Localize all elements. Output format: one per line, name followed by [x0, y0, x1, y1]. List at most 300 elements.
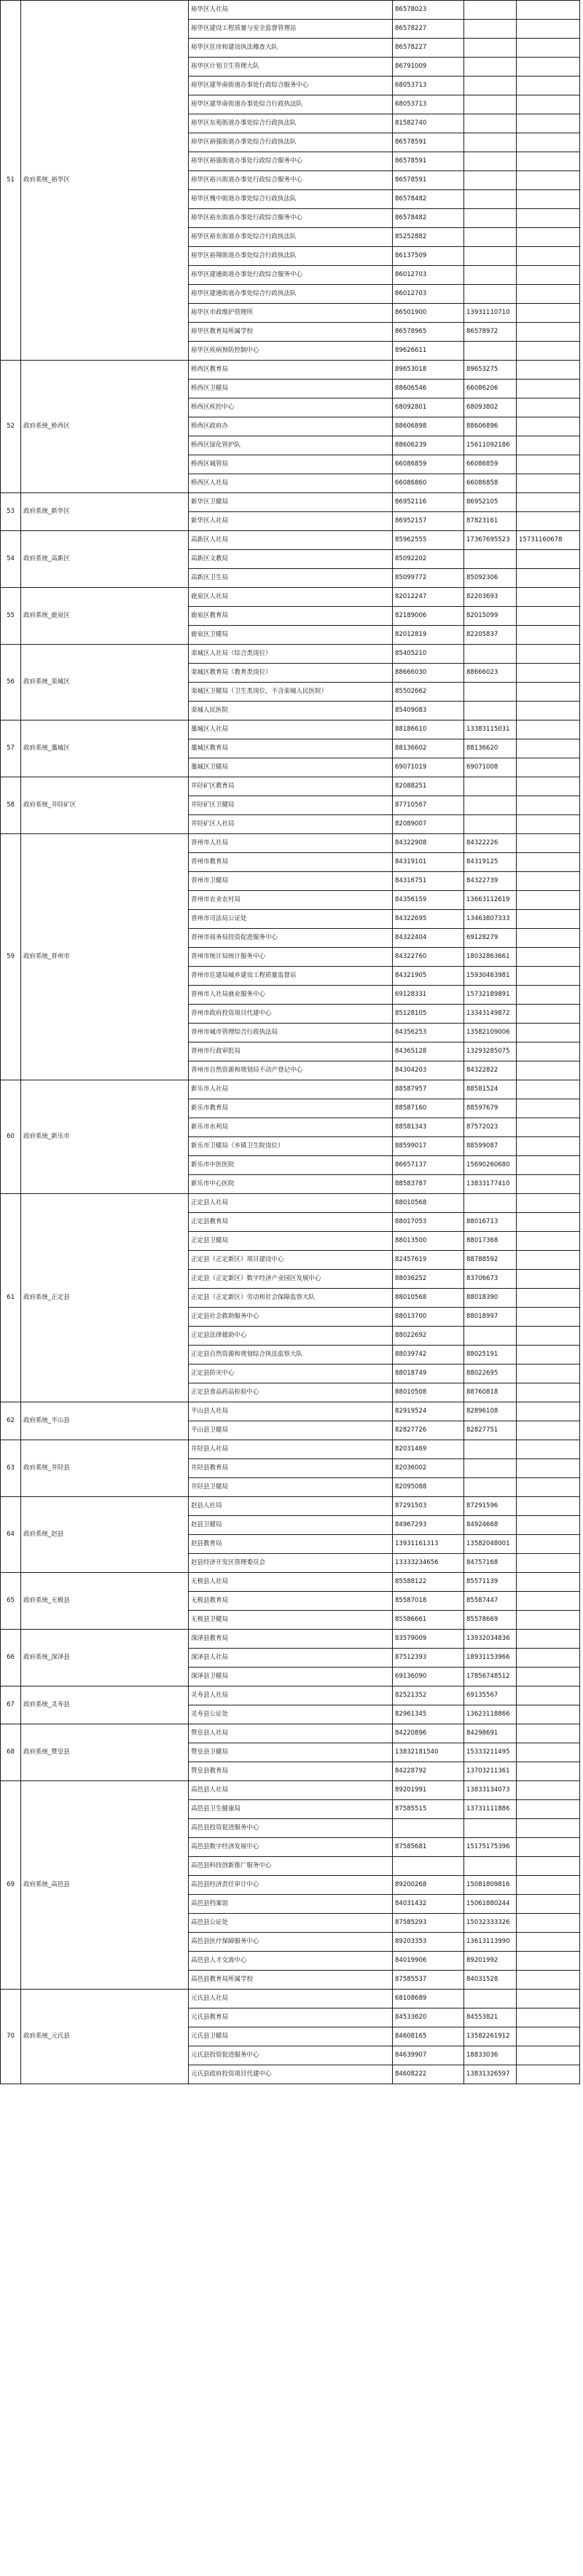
unit-name: 高新区人社局: [189, 531, 393, 550]
phone-tertiary: [517, 190, 580, 209]
table-row: [1, 720, 580, 739]
table-row: [1, 1194, 580, 1213]
phone-primary: 86578482: [393, 190, 464, 209]
phone-secondary: 13623118866: [464, 1705, 517, 1724]
phone-primary: 88583787: [393, 1175, 464, 1194]
phone-tertiary: [517, 247, 580, 266]
unit-name: 正定县卫健局: [189, 1232, 393, 1251]
section-system: 政府系统_元氏县: [21, 1990, 189, 2084]
phone-primary: 88186610: [393, 720, 464, 739]
phone-primary: 86578023: [393, 1, 464, 20]
section-number: 63: [1, 1440, 21, 1497]
phone-tertiary: [517, 1137, 580, 1156]
phone-primary: 88581343: [393, 1118, 464, 1137]
phone-secondary: 86952105: [464, 493, 517, 512]
unit-name: 裕华区建通街道办事处综合行政执法队: [189, 285, 393, 304]
unit-name: 栾城人民医院: [189, 702, 393, 720]
phone-secondary: 13731111886: [464, 1800, 517, 1819]
table-row: [1, 645, 580, 664]
unit-name: 高邑县公证处: [189, 1914, 393, 1933]
phone-secondary: 88136620: [464, 739, 517, 758]
phone-primary: 88136602: [393, 739, 464, 758]
unit-name: 正定县防灾中心: [189, 1364, 393, 1383]
phone-secondary: 82015099: [464, 607, 517, 626]
phone-primary: 84322695: [393, 910, 464, 929]
phone-primary: 13832181540: [393, 1743, 464, 1762]
unit-name: 裕华区裕东街道办事处综合行政执法队: [189, 228, 393, 247]
phone-primary: 66086859: [393, 455, 464, 474]
phone-primary: 82919524: [393, 1402, 464, 1421]
phone-primary: 82095088: [393, 1478, 464, 1497]
phone-tertiary: [517, 1573, 580, 1592]
phone-primary: 86012703: [393, 266, 464, 285]
unit-name: 栾城区卫健局（卫生类岗位，不含栾城人民医院）: [189, 683, 393, 702]
phone-tertiary: [517, 702, 580, 720]
phone-tertiary: [517, 1554, 580, 1573]
phone-primary: 87291503: [393, 1497, 464, 1516]
phone-secondary: 13833177410: [464, 1175, 517, 1194]
unit-name: 赵县卫健局: [189, 1516, 393, 1535]
phone-tertiary: [517, 626, 580, 645]
section-system: 政府系统_高邑县: [21, 1781, 189, 1990]
phone-primary: 88022692: [393, 1327, 464, 1346]
phone-tertiary: [517, 739, 580, 758]
phone-tertiary: [517, 1440, 580, 1459]
unit-name: 正定县教育局: [189, 1213, 393, 1232]
phone-tertiary: [517, 1630, 580, 1649]
phone-tertiary: [517, 417, 580, 436]
unit-name: 裕华区裕强街道办事处行政综合服务中心: [189, 152, 393, 171]
phone-tertiary: [517, 1061, 580, 1080]
phone-secondary: 88018997: [464, 1308, 517, 1327]
phone-primary: 82012247: [393, 588, 464, 607]
section-number: 68: [1, 1724, 21, 1781]
phone-secondary: 15333211495: [464, 1743, 517, 1762]
phone-secondary: 88606896: [464, 417, 517, 436]
unit-name: 赞皇县卫健局: [189, 1743, 393, 1762]
phone-primary: 85128105: [393, 1005, 464, 1024]
unit-name: 正定县食品药品检验中心: [189, 1383, 393, 1402]
phone-secondary: 15175175396: [464, 1838, 517, 1857]
section-system: 政府系统_井陉矿区: [21, 777, 189, 834]
unit-name: 正定县人社局: [189, 1194, 393, 1213]
phone-secondary: 13663112619: [464, 891, 517, 910]
unit-name: 正定县法律援助中心: [189, 1327, 393, 1346]
phone-secondary: 15690260680: [464, 1156, 517, 1175]
unit-name: 裕华区裕强街道办事处综合行政执法队: [189, 133, 393, 152]
section-number: 66: [1, 1630, 21, 1686]
phone-tertiary: [517, 1402, 580, 1421]
unit-name: 新乐市人社局: [189, 1080, 393, 1099]
unit-name: 高邑县卫生健康局: [189, 1800, 393, 1819]
unit-name: 藁城区教育局: [189, 739, 393, 758]
phone-secondary: 88760818: [464, 1383, 517, 1402]
phone-secondary: 85571139: [464, 1573, 517, 1592]
phone-primary: 86578482: [393, 209, 464, 228]
phone-secondary: [464, 1459, 517, 1478]
phone-tertiary: [517, 1005, 580, 1024]
phone-secondary: 13833134073: [464, 1781, 517, 1800]
section-number: 55: [1, 588, 21, 645]
phone-secondary: [464, 228, 517, 247]
phone-primary: 89201991: [393, 1781, 464, 1800]
phone-tertiary: [517, 929, 580, 948]
phone-primary: 88039742: [393, 1346, 464, 1364]
phone-primary: 88587957: [393, 1080, 464, 1099]
phone-tertiary: [517, 114, 580, 133]
phone-tertiary: [517, 986, 580, 1005]
phone-secondary: 17367695523: [464, 531, 517, 550]
unit-name: 栾城区教育局（教育类岗位）: [189, 664, 393, 683]
phone-primary: 82036002: [393, 1459, 464, 1478]
unit-name: 裕华区市政维护管理所: [189, 304, 393, 323]
table-row: [1, 588, 580, 607]
phone-tertiary: [517, 1952, 580, 1971]
phone-tertiary: [517, 361, 580, 380]
phone-tertiary: [517, 1743, 580, 1762]
phone-primary: 86501900: [393, 304, 464, 323]
phone-tertiary: [517, 1289, 580, 1308]
phone-secondary: 88017368: [464, 1232, 517, 1251]
unit-name: 赵县教育局: [189, 1535, 393, 1554]
phone-secondary: [464, 247, 517, 266]
unit-name: 新华区人社局: [189, 512, 393, 531]
phone-secondary: [464, 796, 517, 815]
phone-tertiary: [517, 380, 580, 398]
phone-primary: 87585537: [393, 1971, 464, 1990]
section-number: 58: [1, 777, 21, 834]
unit-name: 裕华区建华南街道办事处综合行政执法队: [189, 95, 393, 114]
section-number: 67: [1, 1686, 21, 1724]
phone-tertiary: [517, 20, 580, 39]
section-system: 政府系统_高新区: [21, 531, 189, 588]
phone-tertiary: [517, 1724, 580, 1743]
phone-secondary: 87291596: [464, 1497, 517, 1516]
phone-tertiary: [517, 777, 580, 796]
phone-primary: 82827726: [393, 1421, 464, 1440]
unit-name: 裕华区疾病预防控制中心: [189, 342, 393, 361]
phone-primary: 84031432: [393, 1895, 464, 1914]
phone-tertiary: [517, 1346, 580, 1364]
phone-tertiary: [517, 323, 580, 342]
phone-tertiary: [517, 2008, 580, 2027]
phone-primary: 86657137: [393, 1156, 464, 1175]
section-system: 政府系统_赵县: [21, 1497, 189, 1573]
phone-tertiary: [517, 1990, 580, 2008]
phone-secondary: [464, 1194, 517, 1213]
table-row: [1, 1573, 580, 1592]
phone-secondary: 84924668: [464, 1516, 517, 1535]
section-system: 政府系统_鹿泉区: [21, 588, 189, 645]
unit-name: 鹿泉区卫健局: [189, 626, 393, 645]
section-number: 61: [1, 1194, 21, 1402]
phone-secondary: 13582109006: [464, 1024, 517, 1042]
phone-tertiary: 15731160678: [517, 531, 580, 550]
phone-tertiary: [517, 2046, 580, 2065]
phone-primary: 68092801: [393, 398, 464, 417]
phone-primary: 86137509: [393, 247, 464, 266]
phone-primary: 82521352: [393, 1686, 464, 1705]
phone-secondary: 18931153966: [464, 1649, 517, 1668]
unit-name: 晋州市司法局公证处: [189, 910, 393, 929]
section-number: 69: [1, 1781, 21, 1990]
phone-secondary: [464, 39, 517, 58]
phone-secondary: 18833036: [464, 2046, 517, 2065]
phone-secondary: 13932034836: [464, 1630, 517, 1649]
phone-secondary: [464, 1857, 517, 1876]
unit-name: 晋州市住建局城乡建设工程质量监督站: [189, 967, 393, 986]
phone-primary: 84608165: [393, 2027, 464, 2046]
phone-tertiary: [517, 493, 580, 512]
phone-secondary: [464, 95, 517, 114]
unit-name: 井陉矿区教育局: [189, 777, 393, 796]
phone-tertiary: [517, 1497, 580, 1516]
phone-secondary: [464, 1819, 517, 1838]
phone-primary: 66086860: [393, 474, 464, 493]
unit-name: 高邑县医疗保障服务中心: [189, 1933, 393, 1952]
section-number: 57: [1, 720, 21, 777]
phone-primary: 89203353: [393, 1933, 464, 1952]
section-system: 政府系统_新乐市: [21, 1080, 189, 1194]
unit-name: 桥西区疾控中心: [189, 398, 393, 417]
unit-name: 高邑县投资促进服务中心: [189, 1819, 393, 1838]
phone-primary: 82457619: [393, 1251, 464, 1270]
phone-secondary: [464, 1478, 517, 1497]
phone-secondary: [464, 683, 517, 702]
table-row: [1, 1630, 580, 1649]
unit-name: 井陉矿区人社局: [189, 815, 393, 834]
phone-tertiary: [517, 304, 580, 323]
phone-primary: 85409083: [393, 702, 464, 720]
phone-secondary: 82827751: [464, 1421, 517, 1440]
phone-primary: 84228792: [393, 1762, 464, 1781]
phone-tertiary: [517, 758, 580, 777]
unit-name: 平山县卫健局: [189, 1421, 393, 1440]
phone-tertiary: [517, 588, 580, 607]
phone-tertiary: [517, 853, 580, 872]
unit-name: 深泽县教育局: [189, 1630, 393, 1649]
unit-name: 裕华区建华南街道办事处行政综合服务中心: [189, 76, 393, 95]
phone-tertiary: [517, 1099, 580, 1118]
phone-primary: 82012819: [393, 626, 464, 645]
unit-name: 新乐市中医医院: [189, 1156, 393, 1175]
phone-secondary: [464, 1990, 517, 2008]
section-system: 政府系统_井陉县: [21, 1440, 189, 1497]
unit-name: 无极县教育局: [189, 1592, 393, 1611]
table-row: [1, 531, 580, 550]
unit-name: 元氏县人社局: [189, 1990, 393, 2008]
phone-primary: 84365128: [393, 1042, 464, 1061]
phone-secondary: 17856748512: [464, 1668, 517, 1686]
unit-name: 井陉县教育局: [189, 1459, 393, 1478]
phone-secondary: 13463807333: [464, 910, 517, 929]
unit-name: 元氏县卫健局: [189, 2027, 393, 2046]
phone-secondary: [464, 342, 517, 361]
unit-name: 新乐市教育局: [189, 1099, 393, 1118]
phone-secondary: 13831326597: [464, 2065, 517, 2084]
phone-tertiary: [517, 910, 580, 929]
phone-secondary: 86578972: [464, 323, 517, 342]
phone-primary: 86578591: [393, 133, 464, 152]
section-number: 52: [1, 361, 21, 493]
phone-secondary: 15930463981: [464, 967, 517, 986]
phone-primary: 85099772: [393, 569, 464, 588]
phone-secondary: 15081809816: [464, 1876, 517, 1895]
unit-name: 高邑县人社局: [189, 1781, 393, 1800]
unit-name: 井陉矿区卫健局: [189, 796, 393, 815]
phone-tertiary: [517, 76, 580, 95]
phone-tertiary: [517, 1156, 580, 1175]
phone-primary: 82088251: [393, 777, 464, 796]
phone-tertiary: [517, 607, 580, 626]
phone-tertiary: [517, 285, 580, 304]
unit-name: 无极县卫健局: [189, 1611, 393, 1630]
phone-primary: 86578965: [393, 323, 464, 342]
phone-primary: 88013700: [393, 1308, 464, 1327]
phone-secondary: [464, 152, 517, 171]
phone-tertiary: [517, 683, 580, 702]
phone-tertiary: [517, 1213, 580, 1232]
unit-name: 高新区卫生局: [189, 569, 393, 588]
phone-secondary: 87572023: [464, 1118, 517, 1137]
phone-tertiary: [517, 1232, 580, 1251]
phone-tertiary: [517, 1459, 580, 1478]
unit-name: 晋州市商务局投资促进服务中心: [189, 929, 393, 948]
table-row: [1, 1440, 580, 1459]
phone-secondary: 84553821: [464, 2008, 517, 2027]
phone-primary: 87710567: [393, 796, 464, 815]
phone-secondary: 88581524: [464, 1080, 517, 1099]
unit-name: 赵县人社局: [189, 1497, 393, 1516]
phone-secondary: 84757168: [464, 1554, 517, 1573]
phone-secondary: 15061880244: [464, 1895, 517, 1914]
section-system: 政府系统_裕华区: [21, 1, 189, 361]
phone-secondary: 66086206: [464, 380, 517, 398]
phone-secondary: [464, 114, 517, 133]
phone-primary: 68108689: [393, 1990, 464, 2008]
phone-secondary: 84322822: [464, 1061, 517, 1080]
phone-primary: 13333234656: [393, 1554, 464, 1573]
phone-secondary: 69135567: [464, 1686, 517, 1705]
unit-name: 晋州市人社局就业服务中心: [189, 986, 393, 1005]
phone-tertiary: [517, 152, 580, 171]
phone-primary: 88010568: [393, 1194, 464, 1213]
unit-name: 裕华区建通街道办事处行政综合服务中心: [189, 266, 393, 285]
phone-secondary: 15611092186: [464, 436, 517, 455]
phone-primary: 81582740: [393, 114, 464, 133]
phone-secondary: 82203693: [464, 588, 517, 607]
unit-name: 裕华区计划卫生管理大队: [189, 58, 393, 76]
phone-primary: 84316751: [393, 872, 464, 891]
phone-tertiary: [517, 1118, 580, 1137]
phone-tertiary: [517, 455, 580, 474]
phone-tertiary: [517, 1535, 580, 1554]
unit-name: 平山县人社局: [189, 1402, 393, 1421]
phone-tertiary: [517, 948, 580, 967]
unit-name: 晋州市卫健局: [189, 872, 393, 891]
phone-primary: 69136090: [393, 1668, 464, 1686]
phone-secondary: 13703211361: [464, 1762, 517, 1781]
unit-name: 元氏县政府投资项目代建中心: [189, 2065, 393, 2084]
phone-primary: 84322760: [393, 948, 464, 967]
phone-secondary: 66086858: [464, 474, 517, 493]
phone-secondary: [464, 171, 517, 190]
phone-tertiary: [517, 1251, 580, 1270]
unit-name: 裕华区东苑街道办事处综合行政执法队: [189, 114, 393, 133]
phone-tertiary: [517, 815, 580, 834]
phone-secondary: [464, 285, 517, 304]
section-system: 政府系统_平山县: [21, 1402, 189, 1440]
unit-name: 新华区卫健局: [189, 493, 393, 512]
phone-secondary: 13343149872: [464, 1005, 517, 1024]
phone-primary: 89653018: [393, 361, 464, 380]
section-system: 政府系统_赞皇县: [21, 1724, 189, 1781]
phone-tertiary: [517, 1383, 580, 1402]
phone-primary: 84356159: [393, 891, 464, 910]
phone-primary: 85092202: [393, 550, 464, 569]
unit-name: 晋州市自然资源和规划局不动产登记中心: [189, 1061, 393, 1080]
unit-name: 井陉县卫健局: [189, 1478, 393, 1497]
unit-name: 高邑县经济责任审计中心: [189, 1876, 393, 1895]
phone-tertiary: [517, 39, 580, 58]
phone-tertiary: [517, 1, 580, 20]
phone-tertiary: [517, 1914, 580, 1933]
section-system: 政府系统_正定县: [21, 1194, 189, 1402]
phone-secondary: [464, 209, 517, 228]
section-number: 56: [1, 645, 21, 720]
phone-tertiary: [517, 1024, 580, 1042]
phone-tertiary: [517, 569, 580, 588]
phone-primary: 85587018: [393, 1592, 464, 1611]
phone-primary: 85962555: [393, 531, 464, 550]
phone-tertiary: [517, 872, 580, 891]
unit-name: 高邑县数字经济发展中心: [189, 1838, 393, 1857]
phone-secondary: 82896108: [464, 1402, 517, 1421]
phone-primary: 88010568: [393, 1289, 464, 1308]
unit-name: 赵县经济开发区管理委员会: [189, 1554, 393, 1573]
section-number: 51: [1, 1, 21, 361]
phone-tertiary: [517, 720, 580, 739]
unit-name: 高邑县教育局所属学校: [189, 1971, 393, 1990]
phone-primary: 84639907: [393, 2046, 464, 2065]
phone-secondary: 13582048001: [464, 1535, 517, 1554]
phone-secondary: 89653275: [464, 361, 517, 380]
phone-primary: 84356253: [393, 1024, 464, 1042]
unit-name: 新乐市中心医院: [189, 1175, 393, 1194]
phone-primary: 84304203: [393, 1061, 464, 1080]
unit-name: 晋州市统计局统计服务中心: [189, 948, 393, 967]
section-system: 政府系统_灵寿县: [21, 1686, 189, 1724]
unit-name: 桥西区绿化管护队: [189, 436, 393, 455]
phone-tertiary: [517, 1592, 580, 1611]
phone-tertiary: [517, 1080, 580, 1099]
unit-name: 正定县（正定新区）项目建设中心: [189, 1251, 393, 1270]
phone-primary: 88587160: [393, 1099, 464, 1118]
phone-tertiary: [517, 1800, 580, 1819]
phone-secondary: [464, 190, 517, 209]
phone-tertiary: [517, 398, 580, 417]
phone-primary: 82089007: [393, 815, 464, 834]
table-row: [1, 1686, 580, 1705]
phone-tertiary: [517, 1876, 580, 1895]
unit-name: 新乐市水利局: [189, 1118, 393, 1137]
unit-name: 鹿泉区教育局: [189, 607, 393, 626]
phone-primary: 87585515: [393, 1800, 464, 1819]
phone-secondary: 85578669: [464, 1611, 517, 1630]
table-row: [1, 1781, 580, 1800]
unit-name: 无极县人社局: [189, 1573, 393, 1592]
phone-secondary: 15032333326: [464, 1914, 517, 1933]
